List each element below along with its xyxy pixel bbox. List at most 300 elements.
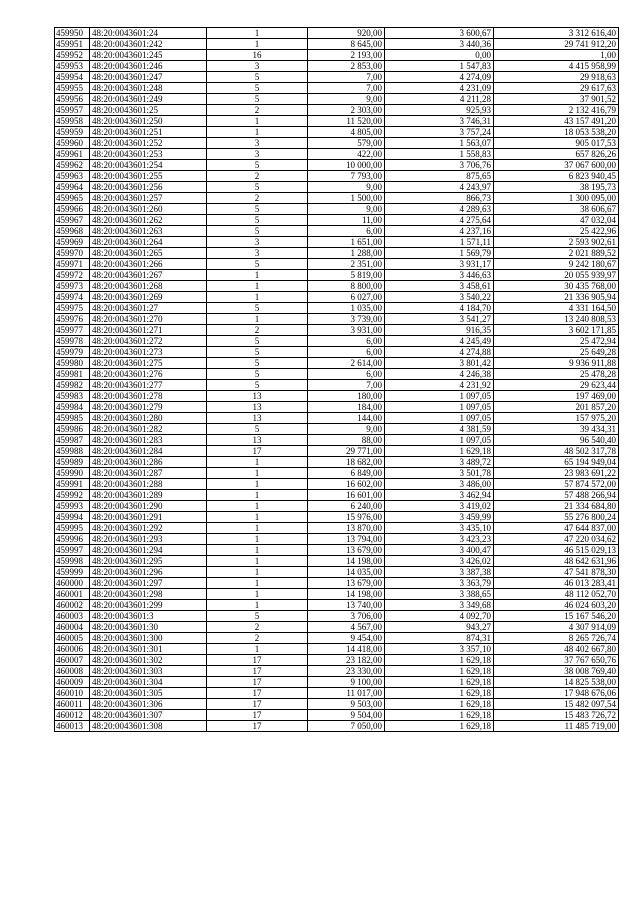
row-number-cell: 459973 <box>55 281 90 292</box>
row-number-cell: 459992 <box>55 490 90 501</box>
cadastral-value-cell: 38 008 769,40 <box>494 666 619 677</box>
category-code-cell: 3 <box>207 61 308 72</box>
cadastral-value-cell: 18 053 538,20 <box>494 127 619 138</box>
table-row <box>55 589 619 600</box>
cadastral-value-cell: 48 112 052,70 <box>494 589 619 600</box>
area-cell: 6 027,00 <box>308 292 385 303</box>
unit-value-cell: 4 211,28 <box>385 94 494 105</box>
unit-value-cell: 925,93 <box>385 105 494 116</box>
area-cell: 3 931,00 <box>308 325 385 336</box>
table-row <box>55 182 619 193</box>
row-number-cell: 459999 <box>55 567 90 578</box>
cadastral-value-cell: 55 276 800,24 <box>494 512 619 523</box>
unit-value-cell: 1 629,18 <box>385 688 494 699</box>
row-number-cell: 459963 <box>55 171 90 182</box>
category-code-cell: 1 <box>207 589 308 600</box>
row-number-cell: 460013 <box>55 721 90 732</box>
cadastral-number-cell: 48:20:0043601:293 <box>90 534 207 545</box>
category-code-cell: 5 <box>207 358 308 369</box>
unit-value-cell: 1 629,18 <box>385 721 494 732</box>
category-code-cell: 3 <box>207 248 308 259</box>
category-code-cell: 1 <box>207 28 308 39</box>
cadastral-value-cell: 11 485 719,00 <box>494 721 619 732</box>
area-cell: 13 740,00 <box>308 600 385 611</box>
row-number-cell: 459965 <box>55 193 90 204</box>
category-code-cell: 5 <box>207 347 308 358</box>
table-row <box>55 28 619 39</box>
unit-value-cell: 0,00 <box>385 50 494 61</box>
cadastral-number-cell: 48:20:0043601:300 <box>90 633 207 644</box>
category-code-cell: 3 <box>207 138 308 149</box>
area-cell: 4 567,00 <box>308 622 385 633</box>
row-number-cell: 459950 <box>55 28 90 39</box>
row-number-cell: 459976 <box>55 314 90 325</box>
cadastral-value-cell: 30 435 768,00 <box>494 281 619 292</box>
cadastral-value-cell: 46 024 603,20 <box>494 600 619 611</box>
table-row <box>55 325 619 336</box>
table-row <box>55 457 619 468</box>
table-row <box>55 83 619 94</box>
category-code-cell: 13 <box>207 413 308 424</box>
cadastral-value-cell: 29 623,44 <box>494 380 619 391</box>
cadastral-number-cell: 48:20:0043601:266 <box>90 259 207 270</box>
row-number-cell: 459995 <box>55 523 90 534</box>
cadastral-value-cell: 46 515 029,13 <box>494 545 619 556</box>
area-cell: 144,00 <box>308 413 385 424</box>
category-code-cell: 1 <box>207 314 308 325</box>
unit-value-cell: 3 501,78 <box>385 468 494 479</box>
table-row <box>55 380 619 391</box>
category-code-cell: 5 <box>207 182 308 193</box>
row-number-cell: 459977 <box>55 325 90 336</box>
cadastral-value-cell: 14 825 538,00 <box>494 677 619 688</box>
cadastral-number-cell: 48:20:0043601:282 <box>90 424 207 435</box>
category-code-cell: 5 <box>207 380 308 391</box>
area-cell: 184,00 <box>308 402 385 413</box>
area-cell: 14 198,00 <box>308 589 385 600</box>
area-cell: 18 682,00 <box>308 457 385 468</box>
cadastral-number-cell: 48:20:0043601:280 <box>90 413 207 424</box>
cadastral-value-cell: 8 265 726,74 <box>494 633 619 644</box>
cadastral-value-cell: 25 422,96 <box>494 226 619 237</box>
cadastral-value-cell: 6 823 940,45 <box>494 171 619 182</box>
row-number-cell: 459985 <box>55 413 90 424</box>
row-number-cell: 459954 <box>55 72 90 83</box>
cadastral-value-cell: 23 983 691,22 <box>494 468 619 479</box>
area-cell: 11,00 <box>308 215 385 226</box>
unit-value-cell: 4 245,49 <box>385 336 494 347</box>
row-number-cell: 459970 <box>55 248 90 259</box>
unit-value-cell: 3 363,79 <box>385 578 494 589</box>
area-cell: 16 601,00 <box>308 490 385 501</box>
table-row <box>55 468 619 479</box>
category-code-cell: 13 <box>207 435 308 446</box>
table-row <box>55 446 619 457</box>
unit-value-cell: 866,73 <box>385 193 494 204</box>
category-code-cell: 5 <box>207 336 308 347</box>
category-code-cell: 1 <box>207 39 308 50</box>
category-code-cell: 5 <box>207 303 308 314</box>
row-number-cell: 460011 <box>55 699 90 710</box>
cadastral-number-cell: 48:20:0043601:305 <box>90 688 207 699</box>
category-code-cell: 2 <box>207 633 308 644</box>
table-row <box>55 105 619 116</box>
area-cell: 1 651,00 <box>308 237 385 248</box>
cadastral-value-cell: 39 434,31 <box>494 424 619 435</box>
row-number-cell: 459984 <box>55 402 90 413</box>
row-number-cell: 459980 <box>55 358 90 369</box>
category-code-cell: 13 <box>207 402 308 413</box>
table-row <box>55 270 619 281</box>
cadastral-value-cell: 201 857,20 <box>494 402 619 413</box>
table-row <box>55 622 619 633</box>
cadastral-number-cell: 48:20:0043601:303 <box>90 666 207 677</box>
cadastral-number-cell: 48:20:0043601:288 <box>90 479 207 490</box>
cadastral-number-cell: 48:20:0043601:290 <box>90 501 207 512</box>
category-code-cell: 2 <box>207 325 308 336</box>
unit-value-cell: 1 629,18 <box>385 677 494 688</box>
area-cell: 180,00 <box>308 391 385 402</box>
category-code-cell: 1 <box>207 512 308 523</box>
row-number-cell: 460006 <box>55 644 90 655</box>
table-row <box>55 336 619 347</box>
category-code-cell: 17 <box>207 677 308 688</box>
category-code-cell: 5 <box>207 72 308 83</box>
category-code-cell: 5 <box>207 424 308 435</box>
row-number-cell: 459962 <box>55 160 90 171</box>
cadastral-value-cell: 37 067 600,00 <box>494 160 619 171</box>
cadastral-value-cell: 9 242 180,67 <box>494 259 619 270</box>
table-row <box>55 226 619 237</box>
unit-value-cell: 3 459,99 <box>385 512 494 523</box>
area-cell: 2 614,00 <box>308 358 385 369</box>
unit-value-cell: 3 423,23 <box>385 534 494 545</box>
area-cell: 13 870,00 <box>308 523 385 534</box>
area-cell: 2 853,00 <box>308 61 385 72</box>
row-number-cell: 460005 <box>55 633 90 644</box>
area-cell: 7 793,00 <box>308 171 385 182</box>
unit-value-cell: 1 547,83 <box>385 61 494 72</box>
table-row <box>55 292 619 303</box>
category-code-cell: 1 <box>207 600 308 611</box>
area-cell: 15 976,00 <box>308 512 385 523</box>
table-row <box>55 369 619 380</box>
unit-value-cell: 3 801,42 <box>385 358 494 369</box>
unit-value-cell: 3 349,68 <box>385 600 494 611</box>
category-code-cell: 5 <box>207 94 308 105</box>
cadastral-number-cell: 48:20:0043601:250 <box>90 116 207 127</box>
unit-value-cell: 1 571,11 <box>385 237 494 248</box>
category-code-cell: 1 <box>207 468 308 479</box>
table-row <box>55 402 619 413</box>
cadastral-value-cell: 21 334 684,80 <box>494 501 619 512</box>
row-number-cell: 459997 <box>55 545 90 556</box>
table-row <box>55 534 619 545</box>
category-code-cell: 1 <box>207 567 308 578</box>
area-cell: 6 849,00 <box>308 468 385 479</box>
cadastral-value-cell: 157 975,20 <box>494 413 619 424</box>
area-cell: 7,00 <box>308 72 385 83</box>
cadastral-value-cell: 2 132 416,79 <box>494 105 619 116</box>
unit-value-cell: 1 629,18 <box>385 710 494 721</box>
cadastral-number-cell: 48:20:0043601:295 <box>90 556 207 567</box>
cadastral-value-cell: 1,00 <box>494 50 619 61</box>
row-number-cell: 459960 <box>55 138 90 149</box>
row-number-cell: 459974 <box>55 292 90 303</box>
cadastral-number-cell: 48:20:0043601:298 <box>90 589 207 600</box>
cadastral-number-cell: 48:20:0043601:268 <box>90 281 207 292</box>
area-cell: 7 050,00 <box>308 721 385 732</box>
area-cell: 23 182,00 <box>308 655 385 666</box>
area-cell: 1 500,00 <box>308 193 385 204</box>
cadastral-number-cell: 48:20:0043601:276 <box>90 369 207 380</box>
unit-value-cell: 3 462,94 <box>385 490 494 501</box>
table-row <box>55 171 619 182</box>
table-row <box>55 567 619 578</box>
table-row <box>55 149 619 160</box>
row-number-cell: 459966 <box>55 204 90 215</box>
row-number-cell: 459975 <box>55 303 90 314</box>
row-number-cell: 460007 <box>55 655 90 666</box>
unit-value-cell: 3 400,47 <box>385 545 494 556</box>
unit-value-cell: 3 540,22 <box>385 292 494 303</box>
table-row <box>55 94 619 105</box>
area-cell: 3 706,00 <box>308 611 385 622</box>
category-code-cell: 1 <box>207 270 308 281</box>
cadastral-number-cell: 48:20:0043601:284 <box>90 446 207 457</box>
cadastral-number-cell: 48:20:0043601:287 <box>90 468 207 479</box>
unit-value-cell: 1 563,07 <box>385 138 494 149</box>
unit-value-cell: 1 629,18 <box>385 699 494 710</box>
area-cell: 5 819,00 <box>308 270 385 281</box>
area-cell: 11 017,00 <box>308 688 385 699</box>
cadastral-value-cell: 1 300 095,00 <box>494 193 619 204</box>
row-number-cell: 459989 <box>55 457 90 468</box>
cadastral-number-cell: 48:20:0043601:278 <box>90 391 207 402</box>
cadastral-number-cell: 48:20:0043601:304 <box>90 677 207 688</box>
area-cell: 13 679,00 <box>308 578 385 589</box>
table-row <box>55 138 619 149</box>
unit-value-cell: 3 600,67 <box>385 28 494 39</box>
category-code-cell: 5 <box>207 160 308 171</box>
cadastral-value-cell: 4 331 164,50 <box>494 303 619 314</box>
row-number-cell: 459969 <box>55 237 90 248</box>
cadastral-number-cell: 48:20:0043601:27 <box>90 303 207 314</box>
table-row <box>55 39 619 50</box>
category-code-cell: 1 <box>207 457 308 468</box>
category-code-cell: 1 <box>207 545 308 556</box>
cadastral-value-cell: 15 482 097,54 <box>494 699 619 710</box>
cadastral-value-cell: 46 013 283,41 <box>494 578 619 589</box>
cadastral-value-cell: 21 336 905,94 <box>494 292 619 303</box>
table-row <box>55 721 619 732</box>
table-row <box>55 655 619 666</box>
row-number-cell: 459991 <box>55 479 90 490</box>
cadastral-value-cell: 47 644 837,00 <box>494 523 619 534</box>
cadastral-value-cell: 15 483 726,72 <box>494 710 619 721</box>
table-row <box>55 204 619 215</box>
unit-value-cell: 3 419,02 <box>385 501 494 512</box>
cadastral-number-cell: 48:20:0043601:252 <box>90 138 207 149</box>
cadastral-number-cell: 48:20:0043601:260 <box>90 204 207 215</box>
area-cell: 16 602,00 <box>308 479 385 490</box>
table-row <box>55 237 619 248</box>
unit-value-cell: 4 231,09 <box>385 83 494 94</box>
cadastral-value-cell: 29 741 912,20 <box>494 39 619 50</box>
area-cell: 6,00 <box>308 369 385 380</box>
category-code-cell: 5 <box>207 369 308 380</box>
cadastral-number-cell: 48:20:0043601:248 <box>90 83 207 94</box>
cadastral-value-cell: 96 540,40 <box>494 435 619 446</box>
cadastral-number-cell: 48:20:0043601:257 <box>90 193 207 204</box>
area-cell: 2 351,00 <box>308 259 385 270</box>
unit-value-cell: 4 289,63 <box>385 204 494 215</box>
table-row <box>55 248 619 259</box>
cadastral-value-cell: 4 307 914,09 <box>494 622 619 633</box>
cadastral-number-cell: 48:20:0043601:3 <box>90 611 207 622</box>
area-cell: 6 240,00 <box>308 501 385 512</box>
category-code-cell: 3 <box>207 149 308 160</box>
area-cell: 9 503,00 <box>308 699 385 710</box>
cadastral-value-cell: 3 312 616,40 <box>494 28 619 39</box>
cadastral-value-cell: 20 055 939,97 <box>494 270 619 281</box>
cadastral-number-cell: 48:20:0043601:289 <box>90 490 207 501</box>
table-row <box>55 259 619 270</box>
cadastral-value-table <box>54 27 619 732</box>
cadastral-value-cell: 17 948 676,06 <box>494 688 619 699</box>
row-number-cell: 459968 <box>55 226 90 237</box>
table-row <box>55 314 619 325</box>
cadastral-value-cell: 43 157 491,20 <box>494 116 619 127</box>
category-code-cell: 2 <box>207 171 308 182</box>
area-cell: 9 504,00 <box>308 710 385 721</box>
cadastral-value-cell: 38 606,67 <box>494 204 619 215</box>
row-number-cell: 459952 <box>55 50 90 61</box>
row-number-cell: 459988 <box>55 446 90 457</box>
category-code-cell: 5 <box>207 611 308 622</box>
row-number-cell: 460010 <box>55 688 90 699</box>
category-code-cell: 1 <box>207 556 308 567</box>
cadastral-value-cell: 37 901,52 <box>494 94 619 105</box>
category-code-cell: 5 <box>207 226 308 237</box>
cadastral-number-cell: 48:20:0043601:270 <box>90 314 207 325</box>
cadastral-number-cell: 48:20:0043601:302 <box>90 655 207 666</box>
row-number-cell: 459959 <box>55 127 90 138</box>
row-number-cell: 459996 <box>55 534 90 545</box>
unit-value-cell: 3 757,24 <box>385 127 494 138</box>
cadastral-number-cell: 48:20:0043601:256 <box>90 182 207 193</box>
area-cell: 422,00 <box>308 149 385 160</box>
category-code-cell: 17 <box>207 710 308 721</box>
row-number-cell: 459956 <box>55 94 90 105</box>
unit-value-cell: 3 440,36 <box>385 39 494 50</box>
table-row <box>55 666 619 677</box>
unit-value-cell: 1 097,05 <box>385 402 494 413</box>
area-cell: 6,00 <box>308 336 385 347</box>
cadastral-number-cell: 48:20:0043601:263 <box>90 226 207 237</box>
cadastral-number-cell: 48:20:0043601:292 <box>90 523 207 534</box>
row-number-cell: 459964 <box>55 182 90 193</box>
cadastral-number-cell: 48:20:0043601:306 <box>90 699 207 710</box>
cadastral-number-cell: 48:20:0043601:251 <box>90 127 207 138</box>
cadastral-number-cell: 48:20:0043601:24 <box>90 28 207 39</box>
cadastral-number-cell: 48:20:0043601:277 <box>90 380 207 391</box>
row-number-cell: 459998 <box>55 556 90 567</box>
unit-value-cell: 3 387,38 <box>385 567 494 578</box>
row-number-cell: 459987 <box>55 435 90 446</box>
cadastral-value-cell: 29 918,63 <box>494 72 619 83</box>
cadastral-number-cell: 48:20:0043601:299 <box>90 600 207 611</box>
cadastral-number-cell: 48:20:0043601:246 <box>90 61 207 72</box>
table-row <box>55 281 619 292</box>
row-number-cell: 460009 <box>55 677 90 688</box>
unit-value-cell: 1 629,18 <box>385 655 494 666</box>
unit-value-cell: 4 237,16 <box>385 226 494 237</box>
area-cell: 10 000,00 <box>308 160 385 171</box>
area-cell: 7,00 <box>308 83 385 94</box>
cadastral-number-cell: 48:20:0043601:273 <box>90 347 207 358</box>
table-row <box>55 523 619 534</box>
cadastral-value-cell: 3 602 171,85 <box>494 325 619 336</box>
table-row <box>55 677 619 688</box>
area-cell: 9,00 <box>308 94 385 105</box>
cadastral-number-cell: 48:20:0043601:297 <box>90 578 207 589</box>
area-cell: 2 303,00 <box>308 105 385 116</box>
cadastral-number-cell: 48:20:0043601:265 <box>90 248 207 259</box>
table-row <box>55 127 619 138</box>
cadastral-value-cell: 25 472,94 <box>494 336 619 347</box>
area-cell: 9 454,00 <box>308 633 385 644</box>
cadastral-value-cell: 37 767 650,76 <box>494 655 619 666</box>
cadastral-number-cell: 48:20:0043601:242 <box>90 39 207 50</box>
cadastral-value-cell: 657 826,26 <box>494 149 619 160</box>
row-number-cell: 460004 <box>55 622 90 633</box>
unit-value-cell: 4 274,09 <box>385 72 494 83</box>
cadastral-value-cell: 905 017,53 <box>494 138 619 149</box>
category-code-cell: 13 <box>207 391 308 402</box>
area-cell: 88,00 <box>308 435 385 446</box>
category-code-cell: 1 <box>207 644 308 655</box>
table-row <box>55 479 619 490</box>
cadastral-number-cell: 48:20:0043601:30 <box>90 622 207 633</box>
cadastral-value-cell: 47 541 878,30 <box>494 567 619 578</box>
row-number-cell: 459971 <box>55 259 90 270</box>
area-cell: 579,00 <box>308 138 385 149</box>
area-cell: 9,00 <box>308 204 385 215</box>
area-cell: 13 679,00 <box>308 545 385 556</box>
table-row <box>55 688 619 699</box>
unit-value-cell: 3 388,65 <box>385 589 494 600</box>
table-row <box>55 72 619 83</box>
table-row <box>55 545 619 556</box>
area-cell: 11 520,00 <box>308 116 385 127</box>
category-code-cell: 17 <box>207 699 308 710</box>
unit-value-cell: 3 486,00 <box>385 479 494 490</box>
table-row <box>55 215 619 226</box>
cadastral-value-cell: 4 415 958,99 <box>494 61 619 72</box>
row-number-cell: 460003 <box>55 611 90 622</box>
cadastral-number-cell: 48:20:0043601:291 <box>90 512 207 523</box>
category-code-cell: 1 <box>207 534 308 545</box>
unit-value-cell: 4 231,92 <box>385 380 494 391</box>
row-number-cell: 459986 <box>55 424 90 435</box>
cadastral-value-cell: 47 032,04 <box>494 215 619 226</box>
cadastral-value-cell: 2 593 902,61 <box>494 237 619 248</box>
row-number-cell: 460008 <box>55 666 90 677</box>
cadastral-number-cell: 48:20:0043601:275 <box>90 358 207 369</box>
area-cell: 8 645,00 <box>308 39 385 50</box>
area-cell: 14 035,00 <box>308 567 385 578</box>
